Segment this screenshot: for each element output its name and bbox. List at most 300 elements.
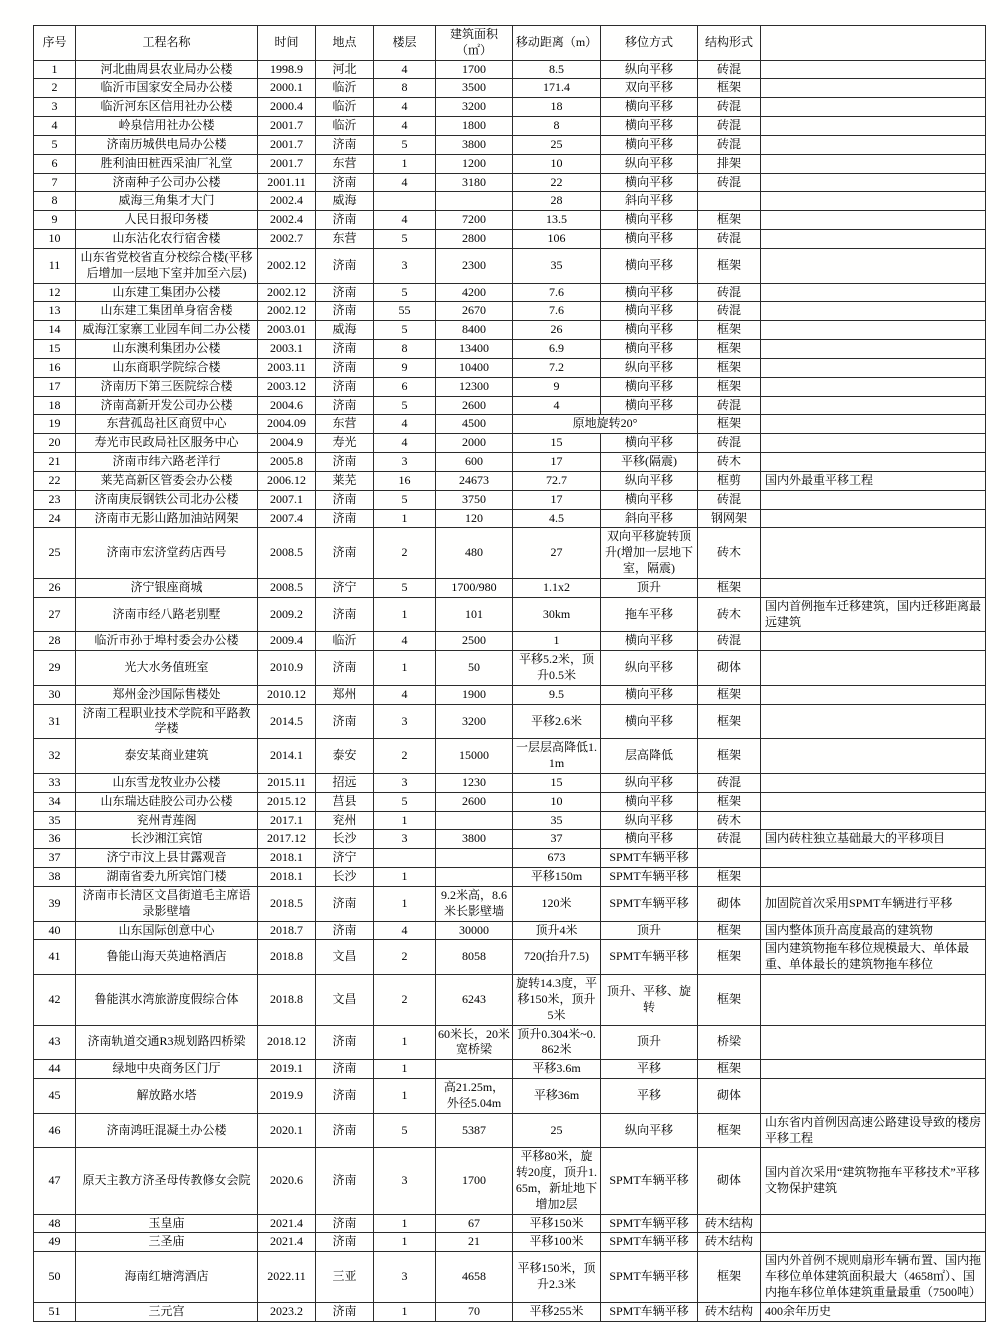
cell-area: 70	[436, 1302, 513, 1321]
cell-method: SPMT车辆平移	[601, 1252, 698, 1302]
cell-note	[761, 528, 986, 578]
cell-location: 济南	[316, 358, 374, 377]
cell-note	[761, 173, 986, 192]
cell-location: 威海	[316, 321, 374, 340]
cell-location: 济宁	[316, 849, 374, 868]
cell-note	[761, 230, 986, 249]
cell-method: 斜向平移	[601, 509, 698, 528]
cell-distance: 22	[513, 173, 601, 192]
cell-serial: 23	[34, 490, 76, 509]
cell-method: 横向平移	[601, 396, 698, 415]
cell-distance: 37	[513, 830, 601, 849]
cell-distance: 平移150米，顶升2.3米	[513, 1252, 601, 1302]
cell-project-name: 山东建工集团办公楼	[76, 283, 258, 302]
cell-area: 5387	[436, 1113, 513, 1148]
cell-area: 9.2米高，8.6米长影壁墙	[436, 886, 513, 921]
cell-project-name: 解放路水塔	[76, 1079, 258, 1114]
cell-date: 2018.8	[258, 940, 316, 975]
cell-project-name: 原天主教方济圣母传教修女会院	[76, 1148, 258, 1214]
cell-method: 层高降低	[601, 739, 698, 774]
table-row	[34, 685, 986, 704]
cell-serial: 17	[34, 377, 76, 396]
cell-date: 2003.12	[258, 377, 316, 396]
cell-date: 2006.12	[258, 471, 316, 490]
table-row	[34, 321, 986, 340]
cell-structure: 砖混	[698, 434, 761, 453]
cell-area: 4200	[436, 283, 513, 302]
cell-location: 济南	[316, 1214, 374, 1233]
cell-serial: 35	[34, 811, 76, 830]
table-row	[34, 849, 986, 868]
cell-distance: 1	[513, 632, 601, 651]
table-row	[34, 173, 986, 192]
table-row	[34, 60, 986, 79]
cell-serial: 12	[34, 283, 76, 302]
cell-note	[761, 135, 986, 154]
cell-project-name: 岭泉信用社办公楼	[76, 117, 258, 136]
cell-location: 济南	[316, 396, 374, 415]
cell-structure: 砖混	[698, 173, 761, 192]
cell-floors: 2	[374, 739, 436, 774]
col-header-location: 地点	[316, 26, 374, 61]
table-row	[34, 1113, 986, 1148]
cell-note	[761, 773, 986, 792]
cell-floors: 1	[374, 154, 436, 173]
cell-location: 济南	[316, 283, 374, 302]
cell-location: 临沂	[316, 117, 374, 136]
cell-distance: 顶升0.304米~0.862米	[513, 1025, 601, 1060]
cell-project-name: 济南轨道交通R3规划路四桥梁	[76, 1025, 258, 1060]
cell-serial: 36	[34, 830, 76, 849]
cell-location: 济南	[316, 1113, 374, 1148]
cell-method: 横向平移	[601, 340, 698, 359]
cell-serial: 51	[34, 1302, 76, 1321]
cell-location: 济南	[316, 340, 374, 359]
cell-structure: 框架	[698, 1113, 761, 1148]
cell-area: 13400	[436, 340, 513, 359]
cell-structure: 框架	[698, 940, 761, 975]
cell-date: 2007.4	[258, 509, 316, 528]
cell-note	[761, 396, 986, 415]
cell-note	[761, 98, 986, 117]
cell-area: 3200	[436, 98, 513, 117]
cell-area: 4658	[436, 1252, 513, 1302]
cell-method: 平移(隔震)	[601, 453, 698, 472]
cell-method: 横向平移	[601, 211, 698, 230]
table-row	[34, 940, 986, 975]
cell-project-name: 济南市长清区文昌街道毛主席语录影壁墙	[76, 886, 258, 921]
cell-area: 1900	[436, 685, 513, 704]
cell-date: 2018.12	[258, 1025, 316, 1060]
table-row	[34, 79, 986, 98]
table-row	[34, 211, 986, 230]
cell-date: 2004.9	[258, 434, 316, 453]
cell-floors: 4	[374, 117, 436, 136]
cell-floors: 4	[374, 632, 436, 651]
cell-note	[761, 154, 986, 173]
cell-serial: 44	[34, 1060, 76, 1079]
cell-date: 2020.6	[258, 1148, 316, 1214]
cell-date: 2005.8	[258, 453, 316, 472]
cell-location: 济南	[316, 173, 374, 192]
table-row	[34, 868, 986, 887]
cell-date: 2018.7	[258, 921, 316, 940]
cell-floors: 3	[374, 704, 436, 739]
cell-serial: 47	[34, 1148, 76, 1214]
cell-distance: 17	[513, 490, 601, 509]
cell-structure: 砌体	[698, 1079, 761, 1114]
cell-floors: 8	[374, 340, 436, 359]
table-row	[34, 283, 986, 302]
table-row	[34, 651, 986, 686]
cell-structure: 框架	[698, 358, 761, 377]
cell-floors: 1	[374, 597, 436, 632]
cell-distance: 平移36m	[513, 1079, 601, 1114]
cell-distance: 17	[513, 453, 601, 472]
table-row	[34, 377, 986, 396]
cell-area: 67	[436, 1214, 513, 1233]
cell-distance: 25	[513, 135, 601, 154]
cell-structure: 砖木结构	[698, 1302, 761, 1321]
cell-location: 东营	[316, 230, 374, 249]
cell-structure: 桥梁	[698, 1025, 761, 1060]
cell-method: 平移	[601, 1079, 698, 1114]
cell-date: 2023.2	[258, 1302, 316, 1321]
cell-method: 横向平移	[601, 302, 698, 321]
cell-serial: 40	[34, 921, 76, 940]
cell-floors: 1	[374, 868, 436, 887]
cell-area: 24673	[436, 471, 513, 490]
cell-distance: 4	[513, 396, 601, 415]
cell-area: 4500	[436, 415, 513, 434]
cell-location: 济南	[316, 1233, 374, 1252]
cell-location: 济南	[316, 1060, 374, 1079]
cell-distance: 平移2.6米	[513, 704, 601, 739]
col-header-area: 建筑面积（㎡）	[436, 26, 513, 61]
cell-floors: 1	[374, 811, 436, 830]
col-header-serial: 序号	[34, 26, 76, 61]
cell-structure: 砖木结构	[698, 1233, 761, 1252]
cell-project-name: 济南工程职业技术学院和平路教学楼	[76, 704, 258, 739]
cell-serial: 9	[34, 211, 76, 230]
cell-floors: 5	[374, 396, 436, 415]
cell-method: 横向平移	[601, 377, 698, 396]
cell-note: 国内首例拖车迁移建筑，国内迁移距离最远建筑	[761, 597, 986, 632]
cell-distance: 15	[513, 773, 601, 792]
cell-distance: 25	[513, 1113, 601, 1148]
cell-area: 6243	[436, 975, 513, 1025]
cell-project-name: 长沙湘江宾馆	[76, 830, 258, 849]
col-header-distance: 移动距离（m）	[513, 26, 601, 61]
cell-note: 400余年历史	[761, 1302, 986, 1321]
cell-project-name: 山东国际创意中心	[76, 921, 258, 940]
cell-date: 2001.7	[258, 135, 316, 154]
cell-floors: 3	[374, 830, 436, 849]
cell-structure: 框架	[698, 975, 761, 1025]
cell-method: 双向平移	[601, 79, 698, 98]
cell-structure: 砖木结构	[698, 1214, 761, 1233]
cell-floors: 5	[374, 1113, 436, 1148]
table-row	[34, 1302, 986, 1321]
cell-area	[436, 1060, 513, 1079]
cell-floors: 4	[374, 173, 436, 192]
cell-date: 2000.4	[258, 98, 316, 117]
cell-structure: 框架	[698, 1252, 761, 1302]
cell-project-name: 济南市经八路老别墅	[76, 597, 258, 632]
cell-location: 三亚	[316, 1252, 374, 1302]
cell-location: 济南	[316, 1025, 374, 1060]
cell-serial: 18	[34, 396, 76, 415]
col-header-project: 工程名称	[76, 26, 258, 61]
cell-note	[761, 248, 986, 283]
cell-distance: 9	[513, 377, 601, 396]
cell-serial: 45	[34, 1079, 76, 1114]
cell-serial: 24	[34, 509, 76, 528]
cell-note	[761, 192, 986, 211]
cell-method: 纵向平移	[601, 60, 698, 79]
cell-distance: 26	[513, 321, 601, 340]
cell-location: 泰安	[316, 739, 374, 774]
cell-note	[761, 1233, 986, 1252]
table-row	[34, 792, 986, 811]
cell-date: 2015.12	[258, 792, 316, 811]
cell-structure: 砖混	[698, 117, 761, 136]
cell-distance: 8.5	[513, 60, 601, 79]
table-row	[34, 302, 986, 321]
cell-date: 2018.1	[258, 849, 316, 868]
cell-area: 1800	[436, 117, 513, 136]
cell-floors: 8	[374, 79, 436, 98]
cell-floors: 1	[374, 1025, 436, 1060]
cell-serial: 4	[34, 117, 76, 136]
cell-distance: 120米	[513, 886, 601, 921]
cell-note	[761, 685, 986, 704]
cell-area: 8400	[436, 321, 513, 340]
cell-project-name: 山东商职学院综合楼	[76, 358, 258, 377]
cell-note	[761, 704, 986, 739]
cell-project-name: 胜利油田桩西采油厂礼堂	[76, 154, 258, 173]
cell-method: 纵向平移	[601, 773, 698, 792]
cell-location: 济宁	[316, 578, 374, 597]
cell-floors: 9	[374, 358, 436, 377]
table-row	[34, 1148, 986, 1214]
table-row	[34, 192, 986, 211]
cell-note: 国内砖柱独立基础最大的平移项目	[761, 830, 986, 849]
cell-location: 临沂	[316, 79, 374, 98]
cell-date: 2014.5	[258, 704, 316, 739]
cell-floors: 1	[374, 1060, 436, 1079]
cell-date: 2010.12	[258, 685, 316, 704]
cell-distance: 8	[513, 117, 601, 136]
cell-note	[761, 868, 986, 887]
cell-location: 济南	[316, 704, 374, 739]
cell-note	[761, 651, 986, 686]
cell-structure	[698, 192, 761, 211]
cell-floors: 4	[374, 60, 436, 79]
cell-note	[761, 358, 986, 377]
cell-project-name: 人民日报印务楼	[76, 211, 258, 230]
cell-method: 纵向平移	[601, 811, 698, 830]
cell-serial: 46	[34, 1113, 76, 1148]
cell-method: 顶升	[601, 1025, 698, 1060]
table-row	[34, 1025, 986, 1060]
cell-distance: 7.2	[513, 358, 601, 377]
cell-serial: 29	[34, 651, 76, 686]
cell-note: 国内外首例不规则扇形车辆布置、国内拖车移位单体建筑面积最大（4658㎡）、国内拖车移位单体建筑重量最重（7500吨）	[761, 1252, 986, 1302]
cell-floors: 3	[374, 248, 436, 283]
cell-distance: 原地旋转20°	[513, 415, 698, 434]
cell-date: 2001.7	[258, 117, 316, 136]
cell-floors: 5	[374, 135, 436, 154]
cell-floors: 4	[374, 211, 436, 230]
col-header-structure: 结构形式	[698, 26, 761, 61]
cell-note	[761, 1060, 986, 1079]
cell-method: 横向平移	[601, 434, 698, 453]
cell-date: 2022.11	[258, 1252, 316, 1302]
cell-project-name: 济宁银座商城	[76, 578, 258, 597]
cell-project-name: 济南历城供电局办公楼	[76, 135, 258, 154]
cell-project-name: 威海三角集才大门	[76, 192, 258, 211]
cell-floors: 3	[374, 1252, 436, 1302]
cell-project-name: 山东沾化农行宿舍楼	[76, 230, 258, 249]
cell-date: 2007.1	[258, 490, 316, 509]
cell-structure: 砖混	[698, 632, 761, 651]
cell-floors: 3	[374, 1148, 436, 1214]
table-row	[34, 1060, 986, 1079]
cell-serial: 48	[34, 1214, 76, 1233]
cell-date: 2018.8	[258, 975, 316, 1025]
cell-location: 威海	[316, 192, 374, 211]
cell-method: 横向平移	[601, 117, 698, 136]
cell-structure: 框架	[698, 921, 761, 940]
cell-floors: 4	[374, 415, 436, 434]
cell-date: 2010.9	[258, 651, 316, 686]
cell-note	[761, 321, 986, 340]
cell-location: 济南	[316, 886, 374, 921]
cell-date: 2008.5	[258, 528, 316, 578]
cell-serial: 33	[34, 773, 76, 792]
cell-project-name: 济南市宏济堂药店西号	[76, 528, 258, 578]
cell-date: 2003.01	[258, 321, 316, 340]
table-row	[34, 1233, 986, 1252]
cell-serial: 22	[34, 471, 76, 490]
cell-structure: 砌体	[698, 886, 761, 921]
cell-note	[761, 1079, 986, 1114]
cell-note	[761, 739, 986, 774]
cell-structure: 砖混	[698, 396, 761, 415]
cell-note: 国内整体顶升高度最高的建筑物	[761, 921, 986, 940]
cell-distance: 平移255米	[513, 1302, 601, 1321]
cell-note	[761, 578, 986, 597]
cell-area: 30000	[436, 921, 513, 940]
cell-structure: 框架	[698, 1060, 761, 1079]
cell-structure: 框剪	[698, 471, 761, 490]
cell-structure: 砖混	[698, 283, 761, 302]
cell-note	[761, 283, 986, 302]
cell-distance: 171.4	[513, 79, 601, 98]
cell-project-name: 济南种子公司办公楼	[76, 173, 258, 192]
cell-serial: 15	[34, 340, 76, 359]
relocation-projects-table	[33, 25, 986, 1322]
cell-serial: 38	[34, 868, 76, 887]
cell-note	[761, 340, 986, 359]
cell-project-name: 临沂市国家安全局办公楼	[76, 79, 258, 98]
cell-serial: 16	[34, 358, 76, 377]
cell-date: 2002.12	[258, 283, 316, 302]
cell-structure: 排架	[698, 154, 761, 173]
cell-floors: 1	[374, 509, 436, 528]
cell-structure: 框架	[698, 685, 761, 704]
cell-note	[761, 79, 986, 98]
cell-date: 2002.12	[258, 302, 316, 321]
table-row	[34, 830, 986, 849]
cell-location: 长沙	[316, 830, 374, 849]
cell-date: 2017.1	[258, 811, 316, 830]
cell-serial: 1	[34, 60, 76, 79]
cell-area: 高21.25m，外径5.04m	[436, 1079, 513, 1114]
cell-structure: 框架	[698, 792, 761, 811]
cell-floors: 4	[374, 685, 436, 704]
cell-method: 横向平移	[601, 830, 698, 849]
cell-method: 顶升、平移、旋转	[601, 975, 698, 1025]
cell-distance: 4.5	[513, 509, 601, 528]
cell-location: 济南	[316, 302, 374, 321]
cell-project-name: 临沂市孙于埠村委会办公楼	[76, 632, 258, 651]
cell-area: 3180	[436, 173, 513, 192]
table-row	[34, 471, 986, 490]
cell-floors: 5	[374, 578, 436, 597]
cell-distance: 平移5.2米，顶升0.5米	[513, 651, 601, 686]
cell-note	[761, 415, 986, 434]
cell-note: 国内首次采用“建筑物拖车平移技术”平移文物保护建筑	[761, 1148, 986, 1214]
cell-serial: 7	[34, 173, 76, 192]
cell-structure: 框架	[698, 578, 761, 597]
cell-area: 8058	[436, 940, 513, 975]
table-row	[34, 1252, 986, 1302]
cell-structure: 砖木	[698, 528, 761, 578]
cell-distance: 1.1x2	[513, 578, 601, 597]
cell-location: 济南	[316, 135, 374, 154]
cell-method: 横向平移	[601, 685, 698, 704]
cell-distance: 平移150m	[513, 868, 601, 887]
cell-note	[761, 60, 986, 79]
cell-location: 莒县	[316, 792, 374, 811]
cell-note	[761, 453, 986, 472]
cell-distance: 106	[513, 230, 601, 249]
cell-area: 600	[436, 453, 513, 472]
cell-structure: 框架	[698, 377, 761, 396]
cell-location: 济南	[316, 211, 374, 230]
cell-area: 2000	[436, 434, 513, 453]
cell-method: 横向平移	[601, 98, 698, 117]
cell-distance: 27	[513, 528, 601, 578]
cell-project-name: 济南市纬六路老洋行	[76, 453, 258, 472]
cell-date: 2002.4	[258, 192, 316, 211]
cell-method: SPMT车辆平移	[601, 940, 698, 975]
cell-project-name: 山东澳利集团办公楼	[76, 340, 258, 359]
table-row	[34, 578, 986, 597]
cell-location: 济南	[316, 490, 374, 509]
cell-area: 60米长，20米宽桥梁	[436, 1025, 513, 1060]
cell-date: 2001.7	[258, 154, 316, 173]
cell-area: 2500	[436, 632, 513, 651]
cell-note: 国内外最重平移工程	[761, 471, 986, 490]
cell-location: 济南	[316, 597, 374, 632]
cell-project-name: 济南市无影山路加油站网架	[76, 509, 258, 528]
cell-serial: 30	[34, 685, 76, 704]
cell-serial: 6	[34, 154, 76, 173]
cell-note	[761, 849, 986, 868]
